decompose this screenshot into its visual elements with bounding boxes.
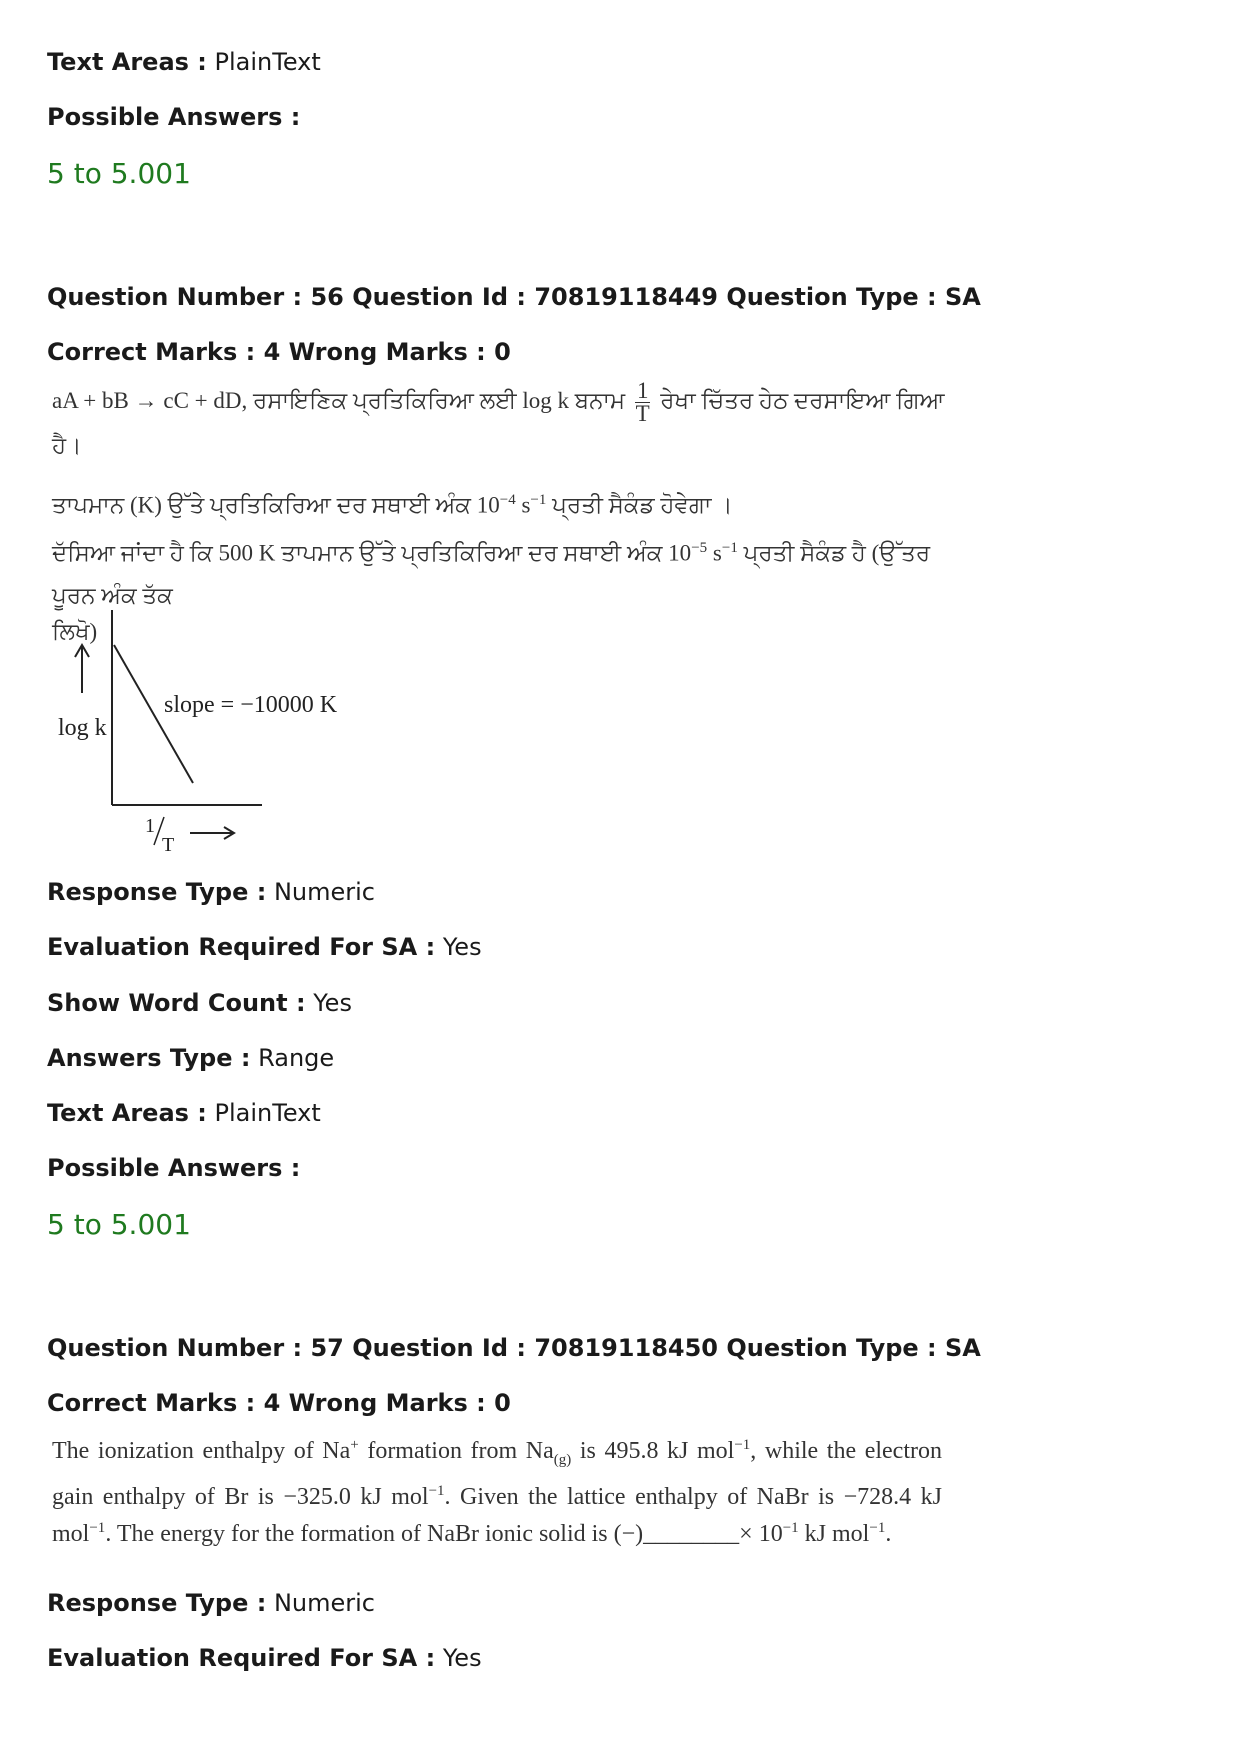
question-header: Question Number : 57 Question Id : 70819118450 Question Type : SA xyxy=(47,1334,981,1362)
possible-answer-value: 5 to 5.001 xyxy=(47,1208,191,1241)
log-k-vs-inverse-t-graph xyxy=(50,605,350,855)
stem-line-2: ਤਾਪਮਾਨ (K) ਉੱਤੇ ਪ੍ਰਤਿਕਿਰਿਆ ਦਰ ਸਥਾਈ ਅੰਕ $10^{-4}$ $s^{-1}$ ਪ੍ਰਤੀ ਸੈਕੰਡ ਹੋਵੇਗਾ । xyxy=(52,492,733,518)
slope-label: slope = −10000 K xyxy=(164,692,338,718)
x-label-numerator: 1 xyxy=(145,815,155,837)
stem-line-1: aA + bB → cC + dD, ਰਸਾਇਣਿਕ ਪ੍ਰਤਿਕਿਰਿਆ ਲਈ log k ਬਨਾਮ $\frac{1}{T}$ ਰੇਖਾ ਚਿੱਤਰ ਹੇਠ ਦਰਸਾਇਆ ਗਿਆ ਹੈ। xyxy=(52,378,945,459)
possible-answers-label: Possible Answers : xyxy=(47,1154,301,1182)
response-type-row: Response Type : Numeric xyxy=(47,1589,375,1617)
question-stem: The ionization enthalpy of Na+ formation from $Na_{(g)}$ is 495.8 kJ mol$^{-1}$, while the electron gain enthalpy of Br is −325.0 kJ mol$^{-1}$. Given the lattice enthalpy of NaBr is −728.4 kJ mol$^{-1}$. The energy for the formation of NaBr ionic solid is (−)________× $10^{-1}$ kJ mol$^{-1}$. xyxy=(52,1437,942,1547)
stem-line-3: ਦੱਸਿਆ ਜਾਂਦਾ ਹੈ ਕਿ 500 K ਤਾਪਮਾਨ ਉੱਤੇ ਪ੍ਰਤਿਕਿਰਿਆ ਦਰ ਸਥਾਈ ਅੰਕ $10^{-5}$ $s^{-1}$ ਪ੍ਰਤੀ ਸੈਕੰਡ ਹੈ (ਉੱਤਰ ਪੂਰਨ ਅੰਕ ਤੱਕ xyxy=(52,539,931,608)
y-axis-label: log k xyxy=(58,715,107,741)
possible-answer-value: 5 to 5.001 xyxy=(47,157,191,190)
answers-type-row: Answers Type : Range xyxy=(47,1044,335,1072)
question-header: Question Number : 56 Question Id : 70819118449 Question Type : SA xyxy=(47,283,981,311)
text-areas-row: Text Areas : PlainText xyxy=(47,48,321,76)
marks-row: Correct Marks : 4 Wrong Marks : 0 xyxy=(47,338,511,366)
fraction-one-over-t: $\frac{1}{T}$ xyxy=(635,378,650,427)
show-word-count-row: Show Word Count : Yes xyxy=(47,989,352,1017)
evaluation-required-row: Evaluation Required For SA : Yes xyxy=(47,933,482,961)
evaluation-required-row: Evaluation Required For SA : Yes xyxy=(47,1644,482,1672)
marks-row: Correct Marks : 4 Wrong Marks : 0 xyxy=(47,1389,511,1417)
stem-line-4: ਲਿਖੋ) xyxy=(52,618,98,644)
response-type-row: Response Type : Numeric xyxy=(47,878,375,906)
x-label-denominator: T xyxy=(162,834,175,855)
possible-answers-label: Possible Answers : xyxy=(47,103,301,131)
text-areas-row: Text Areas : PlainText xyxy=(47,1099,321,1127)
